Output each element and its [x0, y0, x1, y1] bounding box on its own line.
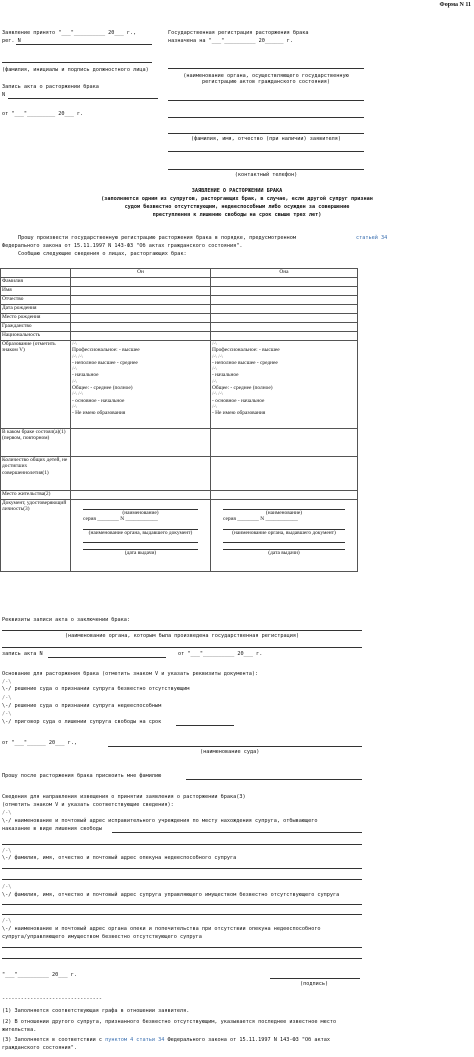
footnote-2b: жительства.	[2, 1027, 37, 1033]
notice-opt-2-field-2[interactable]	[2, 879, 362, 880]
she-document-cell[interactable]: (наименование) серия ________ N ____________ (наименование органа, выдавшего документ) (дата выдачи)	[211, 500, 358, 572]
org-caption: (наименование органа, осуществляющего государственную регистрацию актов гражданского состояния)	[183, 73, 349, 86]
intro-line-3: Сообщаю следующие сведения о лицах, расторгающих брак:	[18, 251, 187, 257]
row-label-education: Образование (отметить знаком V)	[1, 341, 71, 429]
he-surname-cell[interactable]	[71, 278, 211, 287]
he-birth-place-cell[interactable]	[71, 314, 211, 323]
she-doc-org-caption: (наименование органа, выдавшего документ)	[232, 529, 336, 536]
he-doc-name-field[interactable]	[83, 503, 198, 510]
notice-opt-3-field-2[interactable]	[2, 914, 362, 915]
checkbox-icon: /-\	[72, 403, 77, 410]
reg-no-label: рег. N	[2, 38, 21, 44]
she-doc-name-field[interactable]	[223, 503, 345, 510]
title-sub-1: (заполняется одним из супругов, расторгающих брак, в случае, если другой супруг признан	[101, 196, 373, 202]
phone-field[interactable]	[168, 169, 364, 170]
he-children-cell[interactable]	[71, 457, 211, 491]
he-edu-opt-6[interactable]: - Не имею образования	[72, 410, 126, 417]
he-doc-date-field[interactable]	[83, 543, 198, 550]
applicant-line-4[interactable]	[168, 151, 364, 152]
he-document-cell[interactable]: (наименование) серия ________ N ____________ (наименование органа, выдавшего документ) (дата выдачи)	[71, 500, 211, 572]
notice-opt-2[interactable]: \-/ фамилия, имя, отчество и почтовый адрес опекуна недееспособного супруга	[2, 855, 237, 861]
article-34-point-4-link[interactable]: пунктом 4 статьи 34	[105, 1037, 165, 1043]
applicant-line-3[interactable]	[168, 133, 364, 134]
col-she-header: Она	[211, 269, 358, 278]
she-citizenship-cell[interactable]	[211, 323, 358, 332]
form-label: Форма N 11	[439, 2, 471, 8]
record-title: Запись акта о расторжении брака	[2, 84, 99, 90]
notice-opt-4a[interactable]: \-/ наименование и почтовый адрес органа опеки и попечительства при отсутствии опекуна недееспособного	[2, 926, 321, 932]
requisites-org-caption: (наименование органа, которым была произведена государственная регистрация)	[64, 633, 300, 639]
she-surname-cell[interactable]	[211, 278, 358, 287]
row-label-nationality: Национальность	[1, 332, 71, 341]
article-34-link[interactable]: статьей 34	[356, 235, 388, 241]
she-doc-date-caption: (дата выдачи)	[268, 549, 300, 556]
she-edu-opt-5[interactable]: - основное - начальное	[212, 397, 265, 404]
footnote-separator: --------------------------------	[2, 996, 102, 1002]
row-label-birth-date: Дата рождения	[1, 305, 71, 314]
col-he-header: Он	[71, 269, 211, 278]
she-edu-opt-3[interactable]: - начальное	[212, 372, 239, 379]
signature-field[interactable]	[270, 978, 360, 979]
intro-line-1: Прошу произвести государственную регистрацию расторжения брака в порядке, предусмотренном	[18, 235, 296, 241]
intro-line-2: Федерального закона от 15.11.1997 N 143-ФЗ "Об актах гражданского состояния".	[2, 243, 243, 249]
he-patronymic-cell[interactable]	[71, 296, 211, 305]
she-edu-opt-2[interactable]: - неполное высшее - среднее	[212, 359, 278, 366]
requisites-org-field[interactable]	[2, 630, 362, 631]
title-sub-3: преступления к лишению свободы на срок свыше трех лет)	[152, 212, 322, 218]
notice-opt-2-field[interactable]	[2, 868, 362, 869]
he-doc-name-caption: (наименование)	[122, 510, 159, 516]
new-surname-field[interactable]	[186, 779, 362, 780]
row-label-document: Документ, удостоверяющий личность(3)	[1, 500, 71, 572]
checkbox-icon: /-\	[212, 403, 217, 410]
checkbox-icon: /-\	[2, 711, 12, 717]
reg-org-field[interactable]	[168, 68, 364, 69]
he-nationality-cell[interactable]	[71, 332, 211, 341]
title-sub-2: судом безвестно отсутствующим, недееспособным либо осужден за совершение	[124, 204, 350, 210]
he-education-cell[interactable]	[71, 341, 211, 429]
sentence-term-field[interactable]	[176, 725, 234, 726]
she-nationality-cell[interactable]	[211, 332, 358, 341]
spouses-table	[0, 268, 358, 572]
she-birth-date-cell[interactable]	[211, 305, 358, 314]
checkbox-icon: /-\	[72, 366, 77, 373]
row-label-residence: Место жительства(2)	[1, 491, 71, 500]
row-label-marriage: В каком браке состоял(а)(1) (первом, повторном)	[1, 429, 71, 457]
accepted-line: Заявление принято "___"__________ 20___ г.,	[2, 30, 137, 36]
he-edu-opt-4[interactable]: Общее: - среднее (полное)	[72, 385, 133, 392]
checkbox-icon: /-\	[212, 341, 217, 347]
she-doc-org-field[interactable]	[223, 523, 345, 530]
footnote-3a	[2, 1037, 330, 1043]
row-label-citizenship: Гражданство	[1, 323, 71, 332]
he-doc-org-caption: (наименование органа, выдавшего документ)	[88, 529, 193, 536]
checkbox-icon: /-\	[212, 366, 217, 373]
document-title: ЗАЯВЛЕНИЕ О РАСТОРЖЕНИИ БРАКА	[191, 188, 283, 194]
she-residence-cell[interactable]	[211, 491, 358, 500]
he-edu-opt-1[interactable]: Профессиональное: - высшее	[72, 347, 140, 354]
notice-opt-1b: наказание в виде лишения свободы	[2, 826, 102, 832]
footnote-3a-post: Федерального закона от 15.11.1997 N 143-ФЗ "Об актах	[167, 1037, 330, 1043]
notice-opt-1-field-2[interactable]	[2, 844, 362, 845]
reg-no-field[interactable]	[16, 44, 152, 45]
she-doc-no-label: N	[260, 516, 265, 523]
checkbox-icon: /-\ /-\	[72, 391, 83, 398]
notice-opt-1a[interactable]: \-/ наименование и почтовый адрес исправительного учреждения по месту нахождения супруга, отбывающего	[2, 818, 318, 824]
she-doc-org-line-2[interactable]	[223, 536, 345, 543]
official-sign-field[interactable]	[2, 62, 152, 63]
signature-caption: (подпись)	[300, 981, 329, 987]
record-no-label: N	[2, 92, 6, 98]
record-no-field[interactable]	[8, 98, 158, 99]
he-edu-opt-2[interactable]: - неполное высшее - среднее	[72, 359, 138, 366]
she-doc-name-caption: (наименование)	[265, 510, 303, 516]
notice-opt-4b: супруга/управляющего имуществом безвестно отсутствующего супруга	[2, 934, 202, 940]
he-citizenship-cell[interactable]	[71, 323, 211, 332]
notice-opt-4-field[interactable]	[2, 947, 362, 948]
he-marriage-cell[interactable]	[71, 429, 211, 457]
checkbox-icon: /-\	[2, 848, 12, 854]
footnote-2a: (2) В отношении другого супруга, признанного безвестно отсутствующим, указывается последнее известное место	[2, 1019, 337, 1025]
checkbox-icon: /-\	[2, 918, 12, 924]
she-marriage-cell[interactable]	[211, 429, 358, 457]
she-edu-opt-1[interactable]: Профессиональное: - высшее	[212, 347, 280, 354]
checkbox-icon: /-\	[2, 884, 12, 890]
notice-title-2: (отметить знаком V и указать соответствующие сведения):	[2, 802, 174, 808]
phone-caption: (контактный телефон)	[234, 172, 298, 178]
applicant-line-2[interactable]	[168, 117, 364, 118]
applicant-line-1[interactable]	[168, 100, 364, 101]
applicant-caption: (фамилия, имя, отчество (при наличии) заявителя)	[191, 136, 341, 142]
notice-opt-4-field-2[interactable]	[2, 958, 362, 959]
she-education-cell[interactable]	[211, 341, 358, 429]
she-edu-opt-4[interactable]: Общее: - среднее (полное)	[212, 385, 273, 392]
checkbox-icon: /-\	[2, 679, 12, 685]
he-birth-date-cell[interactable]	[71, 305, 211, 314]
he-edu-opt-5[interactable]: - основное - начальное	[72, 397, 125, 404]
he-doc-org-line-2[interactable]	[83, 536, 198, 543]
row-label-surname: Фамилия	[1, 278, 71, 287]
record-date: от "___"_________ 20___ г.	[2, 111, 84, 117]
checkbox-icon: /-\ /-\	[212, 353, 223, 360]
he-edu-opt-3[interactable]: - начальное	[72, 372, 99, 379]
checkbox-icon: /-\	[212, 378, 217, 385]
footnote-3b: гражданского состояния".	[2, 1045, 77, 1051]
he-doc-org-field[interactable]	[83, 523, 198, 530]
requisites-record-no-field[interactable]	[48, 657, 166, 658]
checkbox-icon: /-\	[2, 695, 12, 701]
signature-date: "___"__________ 20___ г.	[2, 972, 77, 978]
official-caption: (фамилия, инициалы и подпись должностного лица)	[2, 67, 149, 73]
she-name-cell[interactable]	[211, 287, 358, 296]
notice-opt-1-field[interactable]	[112, 832, 362, 833]
grounds-opt-sentence[interactable]: \-/ приговор суда о лишении супруга свободы на срок	[2, 719, 162, 725]
he-residence-cell[interactable]	[71, 491, 211, 500]
checkbox-icon: /-\ /-\	[212, 391, 223, 398]
checkbox-icon: /-\	[72, 378, 77, 385]
footnote-3a-pre: (3) Заполняется в соответствии с	[2, 1037, 102, 1043]
requisites-org-line-2[interactable]	[2, 647, 362, 648]
scheduled-date: назначена на "___"__________ 20______ г.	[168, 38, 293, 44]
requisites-title: Реквизиты записи акта о заключении брака:	[2, 617, 131, 623]
she-edu-opt-6[interactable]: - Не имею образования	[212, 410, 266, 417]
court-caption: (наименование суда)	[200, 749, 260, 755]
notice-opt-3[interactable]: \-/ фамилия, имя, отчество и почтовый адрес супруга управляющего имуществом безвестно отсутствующего супруга	[2, 892, 340, 898]
requisites-record-date: от "___"__________ 20___ г.	[178, 651, 263, 657]
grounds-opt-missing[interactable]: \-/ решение суда о признании супруга безвестно отсутствующим	[2, 686, 190, 692]
row-label-patronymic: Отчество	[1, 296, 71, 305]
checkbox-icon: /-\ /-\	[72, 353, 83, 360]
requisites-record-no: запись акта N	[2, 651, 43, 657]
checkbox-icon: /-\	[2, 810, 12, 816]
surname-request: Прошу после расторжения брака присвоить мне фамилию	[2, 773, 162, 779]
row-label-birth-place: Место рождения	[1, 314, 71, 323]
notice-opt-3-field[interactable]	[2, 904, 362, 905]
she-doc-series-label: серия	[223, 516, 236, 523]
state-reg-label: Государственная регистрация расторжения брака	[168, 30, 309, 36]
grounds-date: от "___"______ 20___ г.,	[2, 740, 77, 746]
notice-title-1: Сведения для направления извещения о принятии заявления о расторжении брака(3)	[2, 794, 246, 800]
court-name-field[interactable]	[108, 746, 362, 747]
header-empty	[1, 269, 71, 278]
she-doc-date-field[interactable]	[223, 543, 345, 550]
grounds-title: Основание для расторжения брака (отметить знаком V и указать реквизиты документа):	[2, 671, 259, 677]
she-birth-place-cell[interactable]	[211, 314, 358, 323]
grounds-opt-incapable[interactable]: \-/ решение суда о признании супруга недееспособным	[2, 703, 162, 709]
she-children-cell[interactable]	[211, 457, 358, 491]
he-doc-series-label: серия	[83, 516, 96, 523]
row-label-name: Имя	[1, 287, 71, 296]
he-doc-no-label: N	[120, 516, 125, 523]
footnote-1: (1) Заполняется соответствующая графа в отношении заявителя.	[2, 1008, 190, 1014]
she-patronymic-cell[interactable]	[211, 296, 358, 305]
he-name-cell[interactable]	[71, 287, 211, 296]
he-doc-date-caption: (дата выдачи)	[124, 549, 157, 556]
row-label-children: Количество общих детей, не достигших совершеннолетия(1)	[1, 457, 71, 491]
checkbox-icon: /-\	[72, 341, 77, 347]
